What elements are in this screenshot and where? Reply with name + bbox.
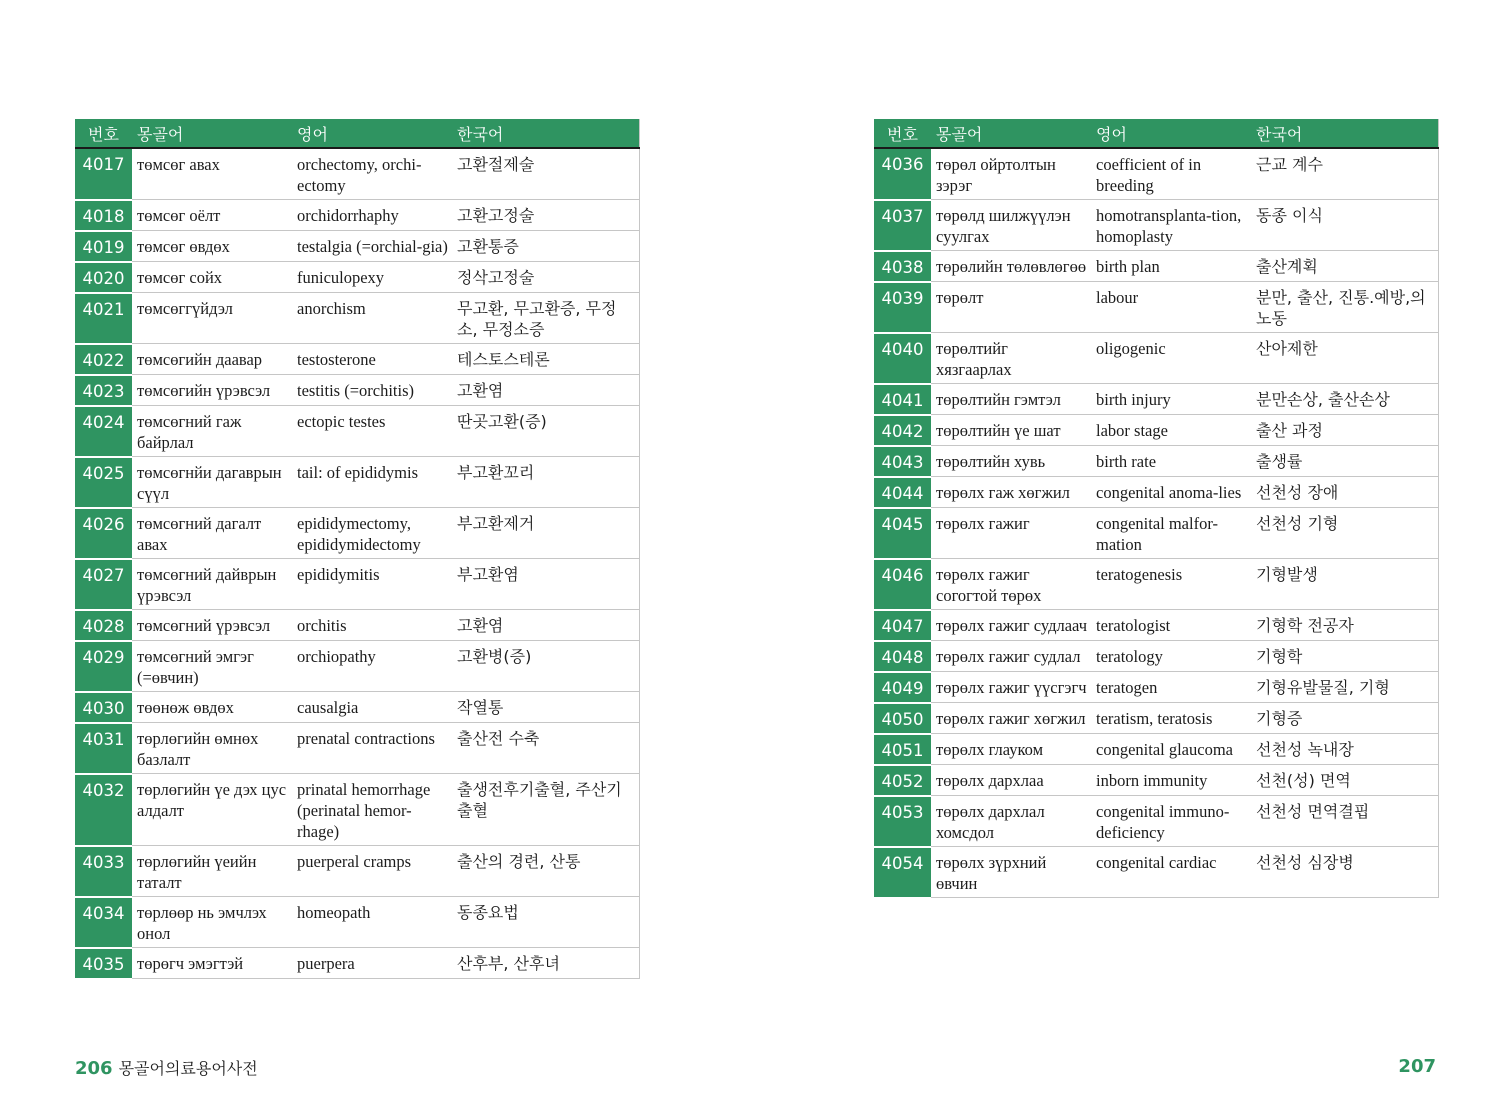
english-term: orchiopathy — [292, 641, 452, 692]
english-term: prenatal contractions — [292, 723, 452, 774]
korean-term: 기형학 전공자 — [1251, 610, 1438, 641]
korean-term: 출생전후기출혈, 주산기출혈 — [452, 774, 639, 846]
korean-term: 기형유발물질, 기형 — [1251, 672, 1438, 703]
korean-term: 근교 계수 — [1251, 148, 1438, 200]
table-row — [874, 672, 1438, 703]
table-row — [75, 262, 639, 293]
right-page — [874, 119, 1438, 899]
korean-term: 출산전 수축 — [452, 723, 639, 774]
english-term: orchitis — [292, 610, 452, 641]
english-term: congenital cardiac — [1091, 847, 1251, 898]
english-term: ectopic testes — [292, 406, 452, 457]
table-row — [874, 559, 1438, 610]
table-row — [75, 457, 639, 508]
left-term-table — [75, 119, 640, 980]
mongolian-term: төрөлтийг хязгаарлах — [931, 333, 1091, 384]
mongolian-term: төрөлх гажиг хөгжил — [931, 703, 1091, 734]
entry-number: 4032 — [75, 774, 132, 846]
entry-number: 4036 — [874, 148, 931, 200]
table-row — [874, 415, 1438, 446]
korean-term: 선천성 녹내장 — [1251, 734, 1438, 765]
entry-number: 4054 — [874, 847, 931, 898]
table-header-row — [75, 119, 639, 148]
entry-number: 4020 — [75, 262, 132, 293]
right-table-body — [874, 148, 1438, 898]
table-row — [874, 765, 1438, 796]
entry-number: 4043 — [874, 446, 931, 477]
english-term: birth injury — [1091, 384, 1251, 415]
entry-number: 4029 — [75, 641, 132, 692]
table-row — [874, 148, 1438, 200]
left-page — [75, 119, 639, 980]
english-term: labor stage — [1091, 415, 1251, 446]
english-term: puerperal cramps — [292, 846, 452, 897]
english-term: testalgia (=orchial-gia) — [292, 231, 452, 262]
entry-number: 4021 — [75, 293, 132, 344]
entry-number: 4049 — [874, 672, 931, 703]
table-header-row — [874, 119, 1438, 148]
entry-number: 4031 — [75, 723, 132, 774]
table-row — [75, 948, 639, 979]
english-term: causalgia — [292, 692, 452, 723]
korean-term: 무고환, 무고환증, 무정소, 무정소증 — [452, 293, 639, 344]
mongolian-term: төрөлх гажиг судлаач — [931, 610, 1091, 641]
entry-number: 4023 — [75, 375, 132, 406]
mongolian-term: төмсөгний үрэвсэл — [132, 610, 292, 641]
mongolian-term: төмсөг авах — [132, 148, 292, 200]
table-row — [874, 734, 1438, 765]
entry-number: 4046 — [874, 559, 931, 610]
header-korean: 한국어 — [1251, 119, 1438, 148]
entry-number: 4045 — [874, 508, 931, 559]
footer-left — [75, 1056, 258, 1079]
mongolian-term: төмсөгний дагалт авах — [132, 508, 292, 559]
korean-term: 기형발생 — [1251, 559, 1438, 610]
page-number-right: 207 — [1398, 1056, 1436, 1077]
left-table-body — [75, 148, 639, 979]
header-mongolian: 몽골어 — [931, 119, 1091, 148]
entry-number: 4019 — [75, 231, 132, 262]
mongolian-term: төрөлх зүрхний өвчин — [931, 847, 1091, 898]
entry-number: 4027 — [75, 559, 132, 610]
entry-number: 4039 — [874, 282, 931, 333]
english-term: inborn immunity — [1091, 765, 1251, 796]
mongolian-term: төрлөөр нь эмчлэх онол — [132, 897, 292, 948]
table-row — [75, 723, 639, 774]
table-row — [75, 641, 639, 692]
entry-number: 4017 — [75, 148, 132, 200]
table-row — [75, 406, 639, 457]
mongolian-term: төрөлх гаж хөгжил — [931, 477, 1091, 508]
korean-term: 딴곳고환(증) — [452, 406, 639, 457]
english-term: coefficient of in breeding — [1091, 148, 1251, 200]
entry-number: 4047 — [874, 610, 931, 641]
table-row — [75, 200, 639, 231]
table-row — [75, 148, 639, 200]
korean-term: 고환병(증) — [452, 641, 639, 692]
korean-term: 산아제한 — [1251, 333, 1438, 384]
table-row — [75, 293, 639, 344]
mongolian-term: төрөгч эмэгтэй — [132, 948, 292, 979]
entry-number: 4025 — [75, 457, 132, 508]
mongolian-term: төрөлд шилжүүлэн суулгах — [931, 200, 1091, 251]
mongolian-term: төрөлийн төлөвлөгөө — [931, 251, 1091, 282]
korean-term: 동종 이식 — [1251, 200, 1438, 251]
english-term: tail: of epididymis — [292, 457, 452, 508]
english-term: teratogenesis — [1091, 559, 1251, 610]
mongolian-term: төмсөг сойх — [132, 262, 292, 293]
header-number: 번호 — [75, 119, 132, 148]
table-row — [874, 796, 1438, 847]
mongolian-term: төрөлх дархлаа — [931, 765, 1091, 796]
english-term: orchidorrhaphy — [292, 200, 452, 231]
table-row — [75, 610, 639, 641]
entry-number: 4033 — [75, 846, 132, 897]
header-english: 영어 — [292, 119, 452, 148]
english-term: anorchism — [292, 293, 452, 344]
entry-number: 4044 — [874, 477, 931, 508]
korean-term: 기형학 — [1251, 641, 1438, 672]
korean-term: 분만, 출산, 진통.예방,의노동 — [1251, 282, 1438, 333]
korean-term: 선천성 심장병 — [1251, 847, 1438, 898]
korean-term: 고환고정술 — [452, 200, 639, 231]
table-row — [874, 251, 1438, 282]
mongolian-term: төмсөггүйдэл — [132, 293, 292, 344]
mongolian-term: төрөлх дархлал хомсдол — [931, 796, 1091, 847]
mongolian-term: төөнөж өвдөх — [132, 692, 292, 723]
table-row — [874, 446, 1438, 477]
mongolian-term: төмсөг өвдөх — [132, 231, 292, 262]
table-row — [75, 774, 639, 846]
entry-number: 4022 — [75, 344, 132, 375]
mongolian-term: төрөлх гажиг судлал — [931, 641, 1091, 672]
korean-term: 출산 과정 — [1251, 415, 1438, 446]
mongolian-term: төмсөгний эмгэг (=өвчин) — [132, 641, 292, 692]
mongolian-term: төмсөгний гаж байрлал — [132, 406, 292, 457]
table-row — [874, 508, 1438, 559]
english-term: puerpera — [292, 948, 452, 979]
english-term: funiculopexy — [292, 262, 452, 293]
page-number-left: 206 — [75, 1058, 113, 1079]
table-row — [75, 846, 639, 897]
table-row — [874, 282, 1438, 333]
korean-term: 부고환제거 — [452, 508, 639, 559]
table-row — [874, 200, 1438, 251]
mongolian-term: төмсөг оёлт — [132, 200, 292, 231]
mongolian-term: төмсөгийн үрэвсэл — [132, 375, 292, 406]
english-term: teratogen — [1091, 672, 1251, 703]
entry-number: 4053 — [874, 796, 931, 847]
korean-term: 정삭고정술 — [452, 262, 639, 293]
korean-term: 고환통증 — [452, 231, 639, 262]
english-term: oligogenic — [1091, 333, 1251, 384]
entry-number: 4051 — [874, 734, 931, 765]
mongolian-term: төрлөгийн үеийн таталт — [132, 846, 292, 897]
table-row — [75, 897, 639, 948]
english-term: prinatal hemorrhage (perinatal hemor-rhage) — [292, 774, 452, 846]
korean-term: 선천(성) 면역 — [1251, 765, 1438, 796]
book-title: 몽골어의료용어사전 — [118, 1059, 258, 1078]
entry-number: 4035 — [75, 948, 132, 979]
korean-term: 고환염 — [452, 610, 639, 641]
english-term: birth rate — [1091, 446, 1251, 477]
korean-term: 작열통 — [452, 692, 639, 723]
entry-number: 4052 — [874, 765, 931, 796]
korean-term: 기형증 — [1251, 703, 1438, 734]
english-term: teratologist — [1091, 610, 1251, 641]
korean-term: 선천성 장애 — [1251, 477, 1438, 508]
mongolian-term: төрлөгийн өмнөх базлалт — [132, 723, 292, 774]
entry-number: 4040 — [874, 333, 931, 384]
table-row — [874, 384, 1438, 415]
english-term: epididymitis — [292, 559, 452, 610]
entry-number: 4030 — [75, 692, 132, 723]
mongolian-term: төрөлтийн гэмтэл — [931, 384, 1091, 415]
korean-term: 출산의 경련, 산통 — [452, 846, 639, 897]
entry-number: 4041 — [874, 384, 931, 415]
right-term-table — [874, 119, 1439, 899]
table-row — [874, 477, 1438, 508]
english-term: congenital glaucoma — [1091, 734, 1251, 765]
header-number: 번호 — [874, 119, 931, 148]
entry-number: 4037 — [874, 200, 931, 251]
mongolian-term: төмсөгийн даавар — [132, 344, 292, 375]
entry-number: 4042 — [874, 415, 931, 446]
korean-term: 출생률 — [1251, 446, 1438, 477]
english-term: epididymectomy, epididymidectomy — [292, 508, 452, 559]
mongolian-term: төрөлх глауком — [931, 734, 1091, 765]
header-mongolian: 몽골어 — [132, 119, 292, 148]
english-term: teratism, teratosis — [1091, 703, 1251, 734]
english-term: orchectomy, orchi-ectomy — [292, 148, 452, 200]
korean-term: 동종요법 — [452, 897, 639, 948]
english-term: labour — [1091, 282, 1251, 333]
mongolian-term: төрөлт — [931, 282, 1091, 333]
table-row — [75, 375, 639, 406]
table-row — [75, 231, 639, 262]
english-term: homeopath — [292, 897, 452, 948]
entry-number: 4018 — [75, 200, 132, 231]
entry-number: 4048 — [874, 641, 931, 672]
table-row — [75, 508, 639, 559]
entry-number: 4038 — [874, 251, 931, 282]
korean-term: 부고환염 — [452, 559, 639, 610]
mongolian-term: төмсөгний дайврын үрэвсэл — [132, 559, 292, 610]
table-row — [874, 847, 1438, 898]
korean-term: 고환절제술 — [452, 148, 639, 200]
entry-number: 4050 — [874, 703, 931, 734]
english-term: homotransplanta-tion, homoplasty — [1091, 200, 1251, 251]
mongolian-term: төрөлтийн хувь — [931, 446, 1091, 477]
entry-number: 4024 — [75, 406, 132, 457]
table-row — [874, 703, 1438, 734]
mongolian-term: төрөлтийн үе шат — [931, 415, 1091, 446]
header-korean: 한국어 — [452, 119, 639, 148]
table-row — [874, 333, 1438, 384]
entry-number: 4034 — [75, 897, 132, 948]
english-term: teratology — [1091, 641, 1251, 672]
korean-term: 선천성 기형 — [1251, 508, 1438, 559]
english-term: congenital malfor-mation — [1091, 508, 1251, 559]
korean-term: 부고환꼬리 — [452, 457, 639, 508]
english-term: testosterone — [292, 344, 452, 375]
mongolian-term: төрөлх гажиг — [931, 508, 1091, 559]
header-english: 영어 — [1091, 119, 1251, 148]
table-row — [75, 692, 639, 723]
table-row — [75, 559, 639, 610]
korean-term: 고환염 — [452, 375, 639, 406]
table-row — [874, 610, 1438, 641]
mongolian-term: төрлөгийн үе дэх цус алдалт — [132, 774, 292, 846]
korean-term: 테스토스테론 — [452, 344, 639, 375]
korean-term: 산후부, 산후녀 — [452, 948, 639, 979]
entry-number: 4026 — [75, 508, 132, 559]
table-row — [874, 641, 1438, 672]
english-term: birth plan — [1091, 251, 1251, 282]
mongolian-term: төмсөгнйи дагаврын сүүл — [132, 457, 292, 508]
korean-term: 분만손상, 출산손상 — [1251, 384, 1438, 415]
english-term: congenital anoma-lies — [1091, 477, 1251, 508]
korean-term: 출산계획 — [1251, 251, 1438, 282]
mongolian-term: төрөлх гажиг согогтой төрөх — [931, 559, 1091, 610]
table-row — [75, 344, 639, 375]
english-term: congenital immuno-deficiency — [1091, 796, 1251, 847]
mongolian-term: төрөлх гажиг үүсгэгч — [931, 672, 1091, 703]
entry-number: 4028 — [75, 610, 132, 641]
mongolian-term: төрөл ойртолтын зэрэг — [931, 148, 1091, 200]
english-term: testitis (=orchitis) — [292, 375, 452, 406]
korean-term: 선천성 면역결핍 — [1251, 796, 1438, 847]
